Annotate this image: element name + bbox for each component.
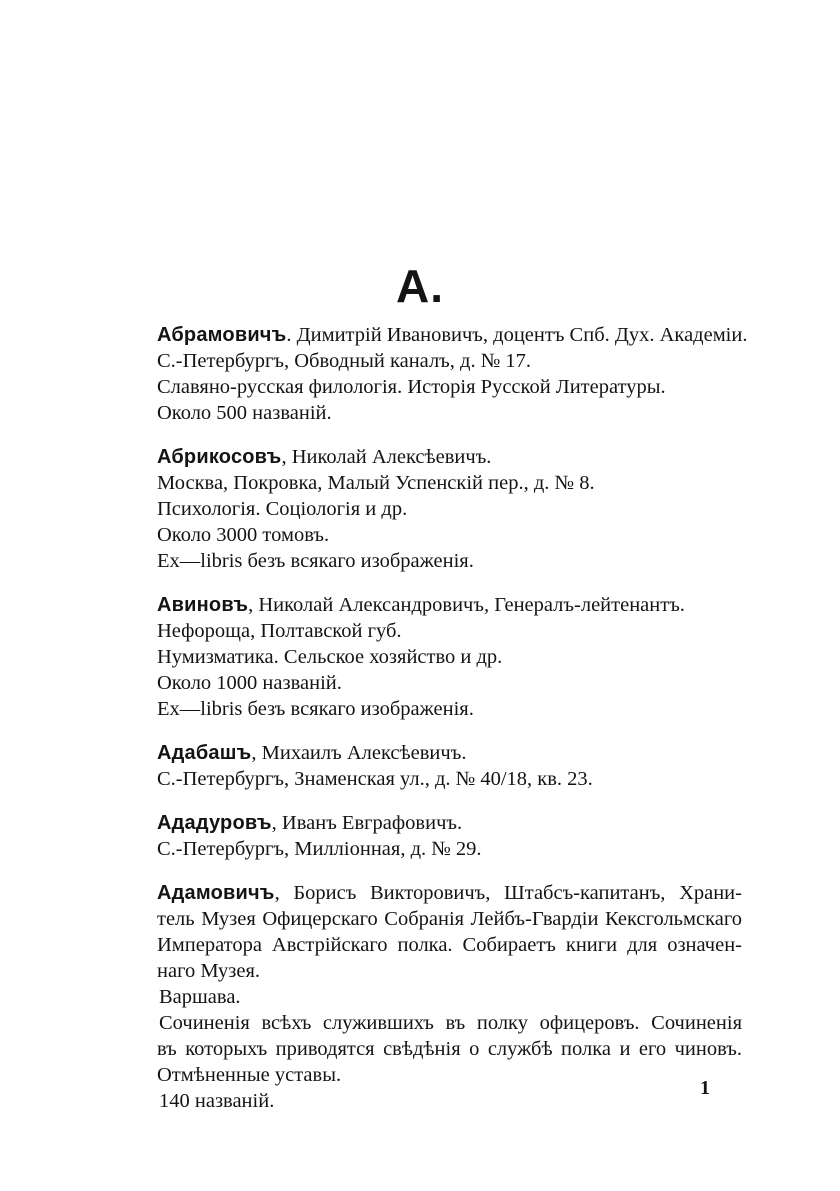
entry-address: С.-Петербургъ, Знаменская ул., д. № 40/18, кв. 23.	[157, 768, 593, 790]
entry-text: , Николай Александровичъ, Генералъ-лейтенантъ.	[248, 594, 685, 616]
entry-first-line	[157, 322, 748, 348]
entry-adabash	[157, 740, 742, 792]
entry-subjects: Психологія. Соціологія и др.	[157, 498, 408, 520]
entry-address: Нефороща, Полтавской губ.	[157, 620, 402, 642]
entry-ex-libris: Ex—libris безъ всякаго изображенія.	[157, 550, 474, 572]
entry-ex-libris: Ex—libris безъ всякаго изображенія.	[157, 698, 474, 720]
entry-address: Варшава.	[159, 986, 241, 1008]
entry-text-line: Императора Австрійскаго полка. Собираетъ книги для означен-	[157, 934, 742, 956]
entry-subjects: Нумизматика. Сельское хозяйство и др.	[157, 646, 503, 668]
entry-volume-count: Около 3000 томовъ.	[157, 524, 330, 546]
entry-first-line	[157, 810, 742, 836]
entry-volume-count: Около 1000 названій.	[157, 672, 342, 694]
entry-adamovich	[157, 880, 742, 1114]
directory-entries	[157, 322, 748, 1132]
entry-subjects: Отмѣненные уставы.	[157, 1064, 342, 1086]
page-number: 1	[700, 1077, 710, 1099]
entry-text-line: наго Музея.	[157, 960, 261, 982]
section-letter-heading: А.	[396, 260, 444, 312]
entry-text: , Михаилъ Алексѣевичъ.	[251, 742, 467, 764]
entry-abramovich	[157, 322, 748, 426]
entry-address: Москва, Покровка, Малый Успенскій пер., д. № 8.	[157, 472, 595, 494]
entry-address: С.-Петербургъ, Милліонная, д. № 29.	[157, 838, 482, 860]
entry-subjects: Славяно-русская филологія. Исторія Русской Литературы.	[157, 376, 666, 398]
entry-abrikosov	[157, 444, 742, 574]
entry-subjects: Сочиненія всѣхъ служившихъ въ полку офицеровъ. Сочиненія	[159, 1012, 742, 1034]
entry-subjects: въ которыхъ приводятся свѣдѣнія о службѣ полка и его чиновъ.	[157, 1038, 742, 1060]
entry-surname: Ададуровъ	[157, 812, 272, 834]
entry-first-line	[157, 740, 742, 766]
entry-first-line	[157, 880, 742, 906]
entry-text: , Иванъ Евграфовичъ.	[271, 812, 463, 834]
entry-surname: Абрамовичъ	[157, 324, 287, 346]
entry-avinov	[157, 592, 742, 722]
entry-surname: Абрикосовъ	[157, 446, 282, 468]
entry-text: Димитрій Ивановичъ, доцентъ Спб. Дух. Академіи.	[296, 324, 748, 346]
entry-first-line	[157, 444, 742, 470]
entry-volume-count: 140 названій.	[159, 1090, 275, 1112]
entry-surname: Адамовичъ	[157, 882, 275, 904]
entry-first-line	[157, 592, 742, 618]
entry-text: , Николай Алексѣевичъ.	[281, 446, 492, 468]
entry-text: , Борисъ Викторовичъ, Штабсъ-капитанъ, Храни-	[274, 882, 742, 904]
entry-text: .	[286, 324, 297, 346]
entry-surname: Авиновъ	[157, 594, 249, 616]
entry-adadurov	[157, 810, 742, 862]
entry-address: С.-Петербургъ, Обводный каналъ, д. № 17.	[157, 350, 532, 372]
entry-surname: Адабашъ	[157, 742, 252, 764]
entry-text-line: тель Музея Офицерскаго Собранія Лейбъ-Гвардіи Кексгольмскаго	[157, 908, 742, 930]
entry-volume-count: Около 500 названій.	[157, 402, 332, 424]
